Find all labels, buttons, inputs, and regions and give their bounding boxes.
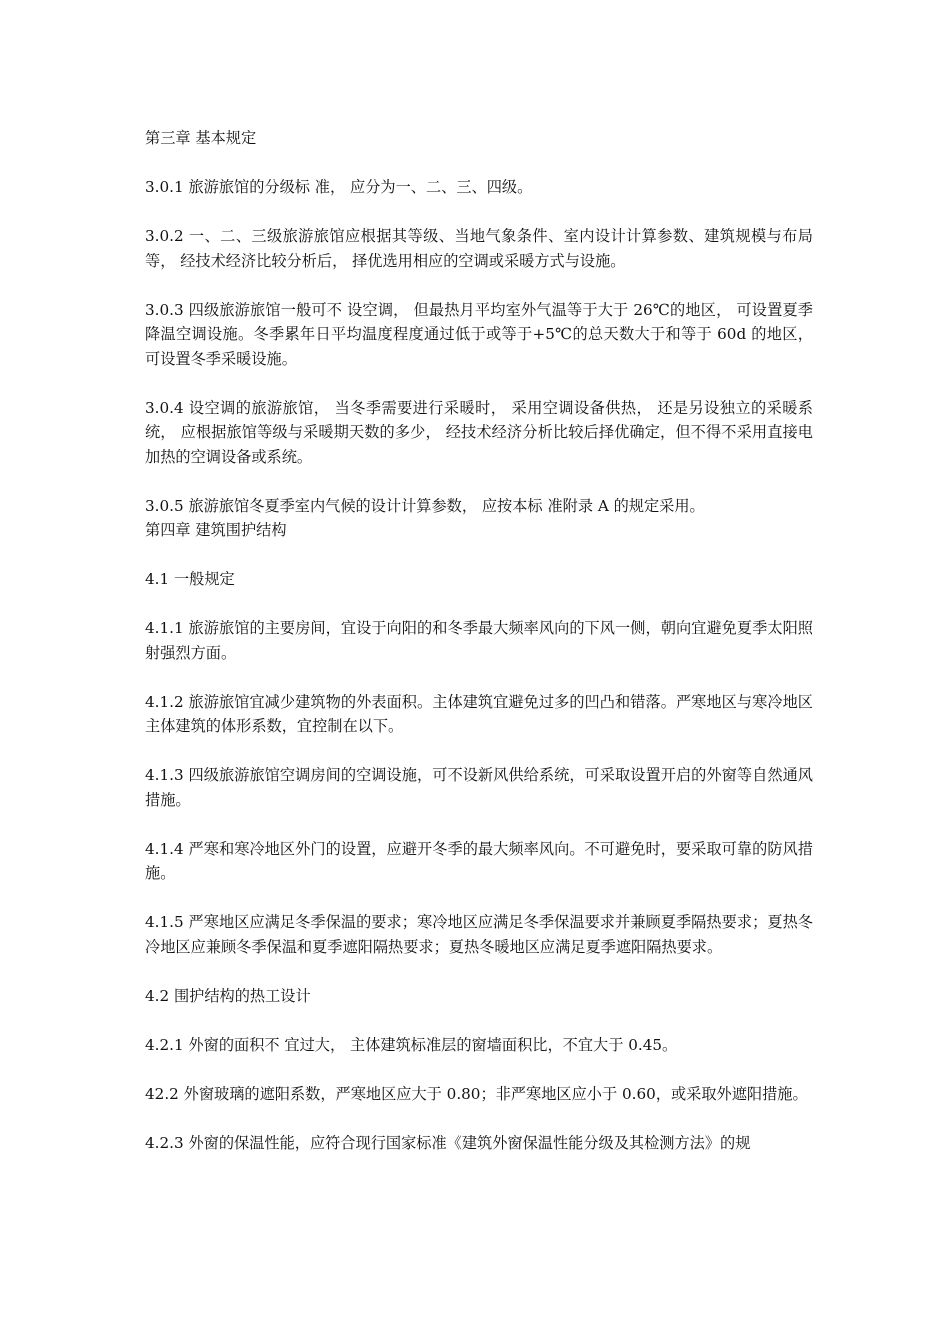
clause-4-2-2: 42.2 外窗玻璃的遮阳系数，严寒地区应大于 0.80；非严寒地区应小于 0.60，或采取外遮阳措施。 — [145, 1084, 808, 1103]
clause-4-1-2: 4.1.2 旅游旅馆宜减少建筑物的外表面积。主体建筑宜避免过多的凹凸和错落。严寒地区与寒冷地区主体建筑的体形系数，宜控制在以下。 — [145, 692, 813, 735]
clause-3-0-5: 3.0.5 旅游旅馆冬夏季室内气候的设计计算参数， 应按本标 准附录 A 的规定采用。 — [145, 496, 705, 515]
document-body — [145, 126, 813, 1155]
clause-4-1-1: 4.1.1 旅游旅馆的主要房间，宜设于向阳的和冬季最大频率风向的下风一侧，朝向宜避免夏季太阳照射强烈方面。 — [145, 619, 813, 662]
clause-3-0-3: 3.0.3 四级旅游旅馆一般可不 设空调， 但最热月平均室外气温等于大于 26℃的地区， 可设置夏季降温空调设施。冬季累年日平均温度程度通过低于或等于+5℃的总天数大于和等于 60d 的地区，可设置冬季采暖设施。 — [145, 300, 813, 368]
section-4-1-heading: 4.1 一般规定 — [145, 570, 235, 588]
clause-4-1-4: 4.1.4 严寒和寒冷地区外门的设置，应避开冬季的最大频率风向。不可避免时，要采取可靠的防风措施。 — [145, 839, 813, 882]
clause-4-2-1: 4.2.1 外窗的面积不 宜过大， 主体建筑标准层的窗墙面积比，不宜大于 0.45。 — [145, 1035, 678, 1054]
chapter-4-heading: 第四章 建筑围护结构 — [145, 521, 287, 539]
clause-4-1-3: 4.1.3 四级旅游旅馆空调房间的空调设施，可不设新风供给系统，可采取设置开启的外窗等自然通风措施。 — [145, 766, 813, 809]
clause-3-0-4: 3.0.4 设空调的旅游旅馆， 当冬季需要进行采暖时， 采用空调设备供热， 还是另设独立的采暖系统， 应根据旅馆等级与采暖期天数的多少， 经技术经济分析比较后择优确定，但不得不采用直接电加热的空调设备或系统。 — [145, 398, 813, 466]
clause-4-2-3: 4.2.3 外窗的保温性能，应符合现行国家标准《建筑外窗保温性能分级及其检测方法》的规 — [145, 1133, 751, 1152]
clause-3-0-2: 3.0.2 一、二、三级旅游旅馆应根据其等级、当地气象条件、室内设计计算参数、建筑规模与布局等， 经技术经济比较分析后， 择优选用相应的空调或采暖方式与设施。 — [145, 227, 813, 270]
section-4-2-heading: 4.2 围护结构的热工设计 — [145, 986, 311, 1005]
chapter-3-heading: 第三章 基本规定 — [145, 129, 257, 147]
clause-3-0-1: 3.0.1 旅游旅馆的分级标 准， 应分为一、二、三、四级。 — [145, 178, 533, 196]
clause-4-1-5: 4.1.5 严寒地区应满足冬季保温的要求；寒冷地区应满足冬季保温要求并兼顾夏季隔热要求；夏热冬冷地区应兼顾冬季保温和夏季遮阳隔热要求；夏热冬暖地区应满足夏季遮阳隔热要求。 — [145, 913, 813, 956]
